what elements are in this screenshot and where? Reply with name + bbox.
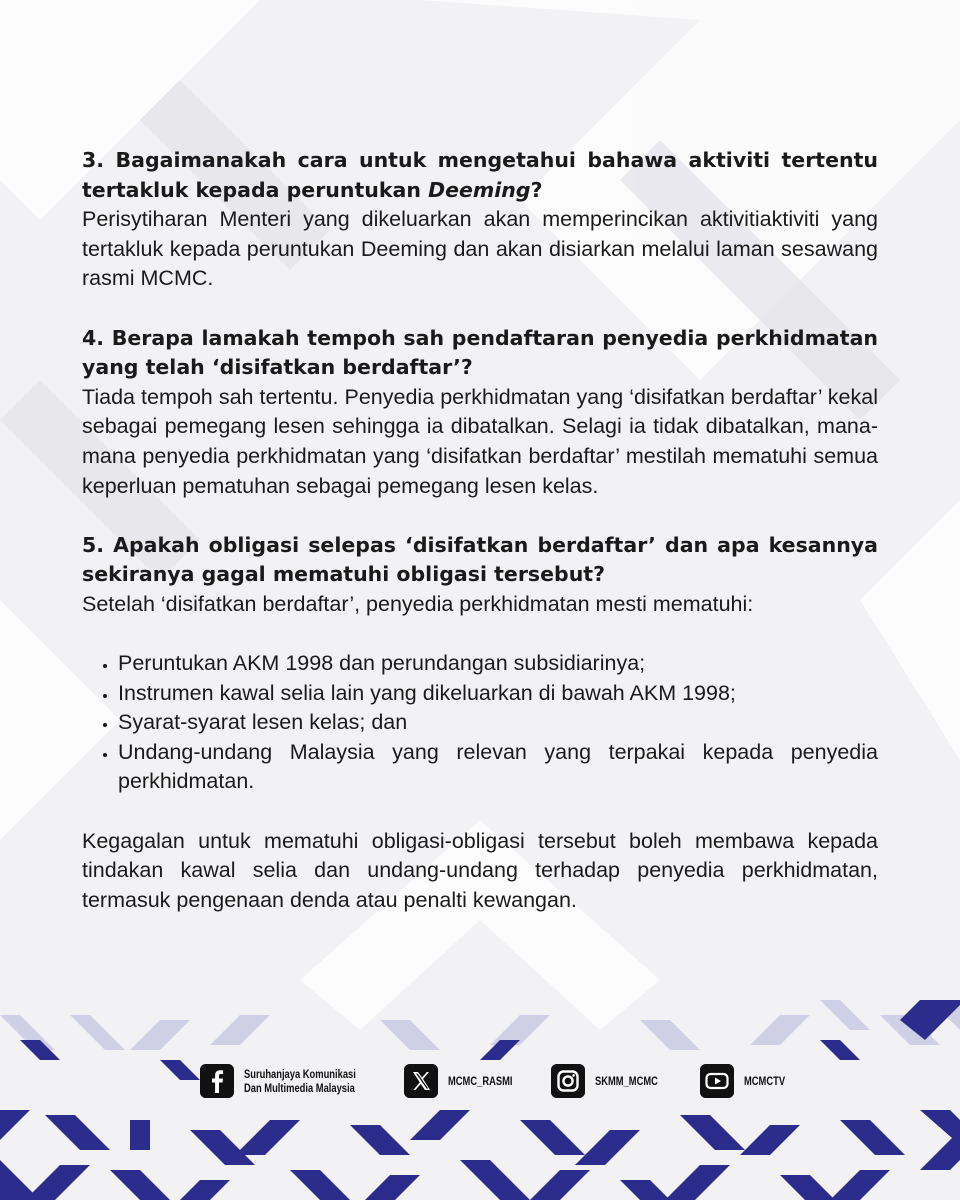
question-4: 4. Berapa lamakah tempoh sah pendaftaran penyedia perkhidmatan yang telah ‘disifatkan berdaftar’? [82, 325, 878, 380]
x-icon [404, 1064, 438, 1098]
x-link[interactable] [404, 1064, 531, 1098]
list-item: • Peruntukan AKM 1998 dan perundangan subsidiarinya; [118, 649, 878, 679]
facebook-label-line1: Suruhanjaya Komunikasi [244, 1067, 356, 1081]
youtube-label: MCMCTV [744, 1074, 786, 1088]
deeming-emphasis: Deeming [428, 177, 531, 202]
obligation-list [82, 649, 878, 797]
x-label: MCMC_RASMI [448, 1074, 513, 1088]
facebook-icon [200, 1064, 234, 1098]
instagram-label: SKMM_MCMC [595, 1074, 658, 1088]
facebook-link[interactable] [200, 1064, 387, 1098]
answer-4: Tiada tempoh sah tertentu. Penyedia perkhidmatan yang ‘disifatkan berdaftar’ kekal sebagai pemegang lesen sehingga ia dibatalkan. Selagi ia tidak dibatalkan, mana-mana penyedia perkhidmatan yang ‘disifatkan berdaftar’ mestilah mematuhi semua keperluan pematuhan sebagai pemegang lesen kelas. [82, 384, 878, 498]
question-5: 5. Apakah obligasi selepas ‘disifatkan berdaftar’ dan apa kesannya sekiranya gagal mematuhi obligasi tersebut? [82, 532, 878, 587]
question-3: 3. Bagaimanakah cara untuk mengetahui bahawa aktiviti tertentu tertakluk kepada peruntukan Deeming? [82, 148, 878, 202]
social-footer [0, 1064, 960, 1108]
answer-5-closing: Kegagalan untuk mematuhi obligasi-obligasi tersebut boleh membawa kepada tindakan kawal selia dan undang-undang terhadap penyedia perkhidmatan, termasuk pengenaan denda atau penalti kewangan. [82, 828, 878, 912]
instagram-link[interactable] [551, 1064, 676, 1098]
list-item: • Undang-undang Malaysia yang relevan yang terpakai kepada penyedia perkhidmatan. [118, 738, 878, 797]
facebook-label-line2: Dan Multimedia Malaysia [244, 1081, 355, 1095]
youtube-icon [700, 1064, 734, 1098]
youtube-link[interactable] [700, 1064, 797, 1098]
answer-3: Perisytiharan Menteri yang dikeluarkan akan memperincikan aktivitiaktiviti yang tertakluk kepada peruntukan Deeming dan akan disiarkan melalui laman sesawang rasmi MCMC. [82, 207, 878, 291]
faq-content [82, 146, 878, 915]
list-item: • Syarat-syarat lesen kelas; dan [118, 708, 878, 738]
list-item: • Instrumen kawal selia lain yang dikeluarkan di bawah AKM 1998; [118, 679, 878, 709]
answer-5-intro: Setelah ‘disifatkan berdaftar’, penyedia perkhidmatan mesti mematuhi: [82, 591, 754, 616]
instagram-icon [551, 1064, 585, 1098]
